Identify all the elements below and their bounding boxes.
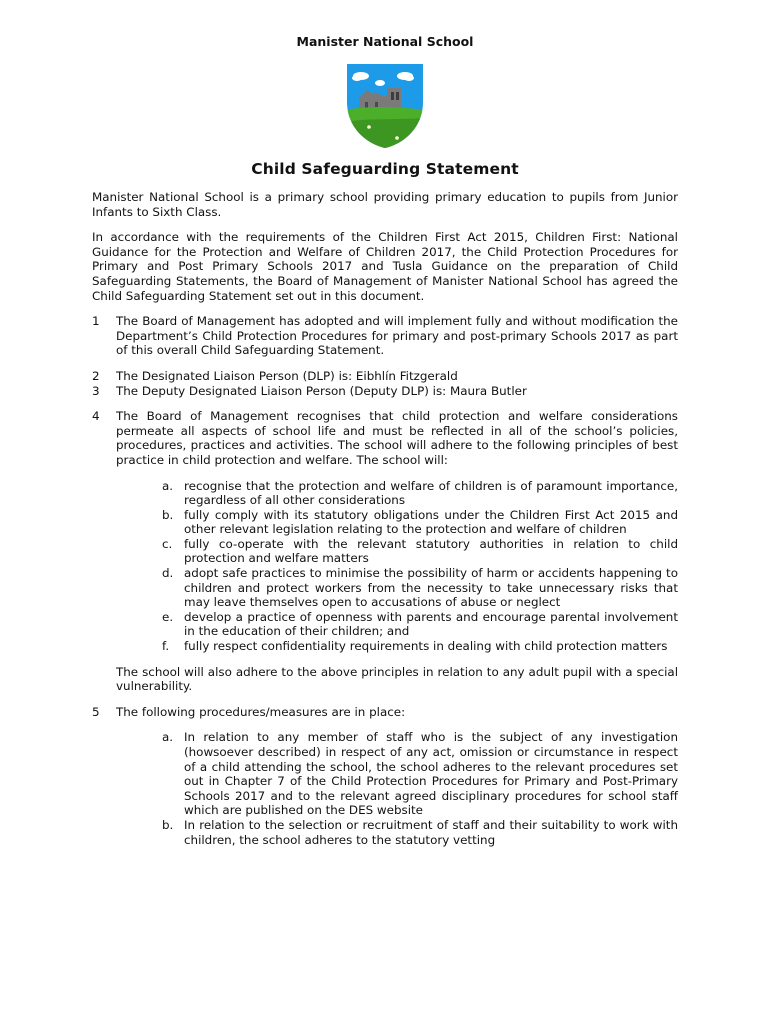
item-number: 3 (92, 383, 100, 398)
list-item (162, 566, 678, 610)
list-text: fully respect confidentiality requirements in dealing with child protection matters (184, 639, 668, 654)
list-label: a. (162, 478, 174, 493)
numbered-item (92, 409, 678, 467)
school-name-header: Manister National School (296, 34, 474, 49)
list-item (162, 610, 678, 639)
list-item (162, 537, 678, 566)
list-text: fully comply with its statutory obligations under the Children First Act 2015 and other relevant legislation relating to the protection and welfare of children (184, 507, 678, 537)
list-label: e. (162, 609, 174, 624)
item-text: The Designated Liaison Person (DLP) is: Eibhlín Fitzgerald (116, 368, 458, 383)
list-label: b. (162, 507, 174, 522)
document-title: Child Safeguarding Statement (251, 160, 519, 178)
procedures-list (162, 730, 678, 847)
list-item (162, 508, 678, 537)
numbered-item (92, 705, 678, 720)
item-text: The Board of Management recognises that child protection and welfare considerations permeate all aspects of school life and must be reflected in all of the school’s policies, procedures, practices and activities. The school will adhere to the following principles of best practice in child protection and welfare. The school will: (116, 409, 678, 467)
list-text: adopt safe practices to minimise the possibility of harm or accidents happening to children and protect workers from the necessity to take unnecessary risks that may leave themselves open to accusations of abuse or neglect (184, 566, 678, 610)
item-number: 4 (92, 409, 100, 424)
list-item (162, 479, 678, 508)
item-number: 5 (92, 704, 100, 719)
document-body (92, 190, 678, 858)
list-item (162, 639, 678, 654)
item-text: The Deputy Designated Liaison Person (Deputy DLP) is: Maura Butler (116, 383, 527, 398)
list-text: In relation to any member of staff who is the subject of any investigation (howsoever described) in respect of any act, omission or circumstance in respect of a child attending the school, the school adheres to the relevant procedures set out in Chapter 7 of the Child Protection Procedures for Primary and Post-Primary Schools 2017 and to the relevant agreed disciplinary procedures for school staff which are published on the DES website (184, 730, 678, 818)
numbered-item (92, 369, 678, 384)
intro-paragraph: Manister National School is a primary school providing primary education to pupils from Junior Infants to Sixth Class. (92, 190, 678, 219)
list-label: d. (162, 566, 174, 581)
numbered-item (92, 314, 678, 358)
list-text: recognise that the protection and welfare of children is of paramount importance, regardless of all other considerations (184, 478, 678, 508)
item-text: The Board of Management has adopted and will implement fully and without modification the Department’s Child Protection Procedures for primary and post-primary Schools 2017 as part of this overall Child Safeguarding Statement. (116, 314, 678, 358)
list-text: fully co-operate with the relevant statutory authorities in relation to child protection and welfare matters (184, 536, 678, 566)
intro-paragraph: In accordance with the requirements of the Children First Act 2015, Children First: National Guidance for the Protection and Welfare of Children 2017, the Child Protection Procedures for Primary and Post Primary Schools 2017 and Tusla Guidance on the preparation of Child Safeguarding Statements, the Board of Management of Manister National School has agreed the Child Safeguarding Statement set out in this document. (92, 230, 678, 303)
adult-pupil-note: The school will also adhere to the above principles in relation to any adult pupil with a special vulnerability. (116, 664, 678, 694)
item-number: 2 (92, 368, 100, 383)
list-label: c. (162, 536, 173, 551)
numbered-item (92, 384, 678, 399)
list-text: develop a practice of openness with parents and encourage parental involvement in the education of their children; and (184, 609, 678, 639)
principles-list (162, 479, 678, 654)
list-label: f. (162, 639, 170, 654)
school-crest-icon (345, 62, 425, 150)
item-text: The following procedures/measures are in place: (116, 704, 406, 719)
list-item (162, 730, 678, 818)
list-label: b. (162, 817, 174, 832)
list-item (162, 818, 678, 847)
list-text: In relation to the selection or recruitment of staff and their suitability to work with children, the school adheres to the statutory vetting (184, 817, 678, 847)
item-number: 1 (92, 314, 100, 329)
list-label: a. (162, 730, 174, 745)
